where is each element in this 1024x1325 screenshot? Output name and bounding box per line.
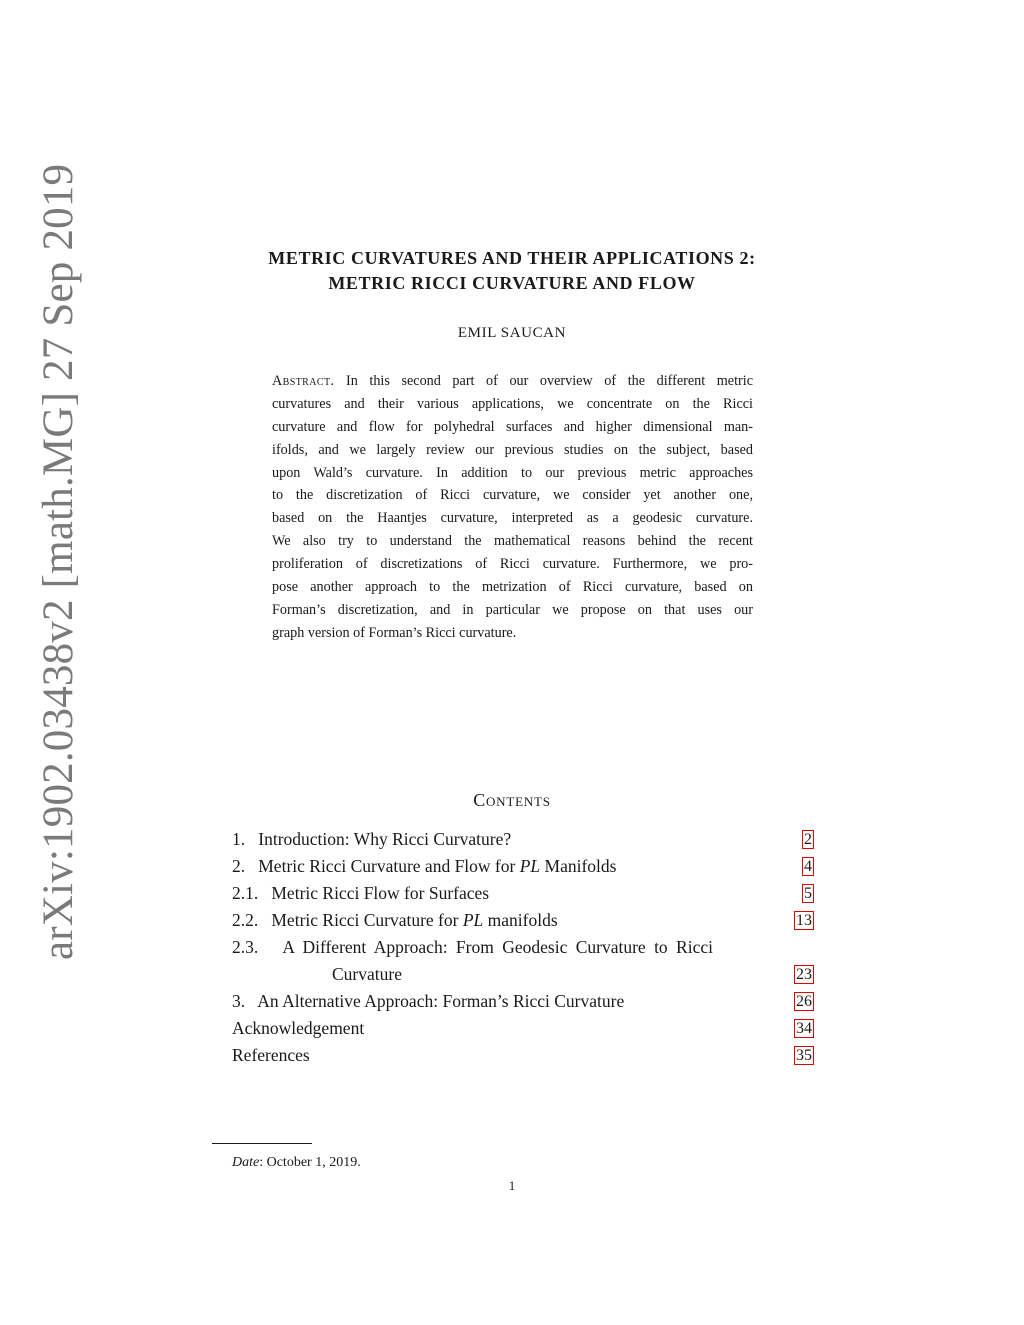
abstract-line: upon Wald’s curvature. In addition to our previous metric approaches [272,464,753,481]
toc-entry-different-approach[interactable]: 2.3. A Different Approach: From Geodesic Curvature to Ricci [232,937,713,957]
toc-entry-references[interactable]: References 35 [232,1045,812,1065]
abstract-line: ifolds, and we largely review our previous studies on the subject, based [272,441,753,458]
abstract-line: graph version of Forman’s Ricci curvature. [272,624,517,641]
toc-entry-formans-ricci-curvature[interactable]: 3. An Alternative Approach: Forman’s Ricci Curvature 26 [232,991,812,1011]
arxiv-identifier-stamp: arXiv:1902.03438v2 [math.MG] 27 Sep 2019 [35,163,82,960]
footnote-rule [212,1143,312,1144]
toc-entry-ricci-flow-surfaces[interactable]: 2.1. Metric Ricci Flow for Surfaces 5 [232,883,812,903]
toc-page-link[interactable]: 35 [796,1047,812,1064]
abstract-line: proliferation of discretizations of Ricci curvature. Furthermore, we pro- [272,556,753,573]
abstract [272,370,753,645]
title-line-1: METRIC CURVATURES AND THEIR APPLICATIONS 2: [268,248,756,268]
toc-page-link[interactable]: 34 [796,1020,812,1037]
footnote-date: Date: October 1, 2019. [232,1155,361,1170]
toc-entry-ricci-curvature-pl-manifolds[interactable]: 2.2. Metric Ricci Curvature for PL manifolds 13 [232,910,812,930]
toc-page-link[interactable]: 23 [796,966,812,983]
author-name: EMIL SAUCAN [457,325,567,341]
toc-page-link[interactable]: 13 [796,912,812,929]
abstract-line: Forman’s discretization, and in particular we propose on that uses our [272,601,753,618]
title-line-2: METRIC RICCI CURVATURE AND FLOW [328,273,696,293]
toc-page-link[interactable]: 5 [804,885,812,902]
abstract-line: to the discretization of Ricci curvature, we consider yet another one, [272,487,753,504]
toc-page-link[interactable]: 4 [804,858,812,875]
toc-entry-metric-ricci-curvature-flow[interactable]: 2. Metric Ricci Curvature and Flow for PL Manifolds 4 [232,856,812,876]
abstract-line: We also try to understand the mathematical reasons behind the recent [272,533,753,550]
abstract-line: curvatures and their various applications, we concentrate on the Ricci [272,395,753,412]
toc-entry-acknowledgement[interactable]: Acknowledgement 34 [232,1018,812,1038]
page-number: 1 [508,1178,516,1193]
toc-page-link[interactable]: 26 [796,993,812,1010]
toc-page-link[interactable]: 2 [804,831,812,848]
toc-entry-different-approach-continued[interactable]: Curvature 23 [332,964,812,984]
abstract-line: Abstract. In this second part of our overview of the different metric [272,373,753,389]
toc-entry-introduction[interactable]: 1. Introduction: Why Ricci Curvature? 2 [232,829,812,849]
contents-heading: Contents [473,790,551,810]
abstract-line: based on the Haantjes curvature, interpreted as a geodesic curvature. [272,510,753,527]
paper-title [0,246,1024,296]
table-of-contents [232,826,814,1069]
abstract-heading: Abstract. [272,373,335,389]
abstract-line: pose another approach to the metrization of Ricci curvature, based on [272,579,753,596]
abstract-line: curvature and flow for polyhedral surfaces and higher dimensional man- [272,418,753,435]
